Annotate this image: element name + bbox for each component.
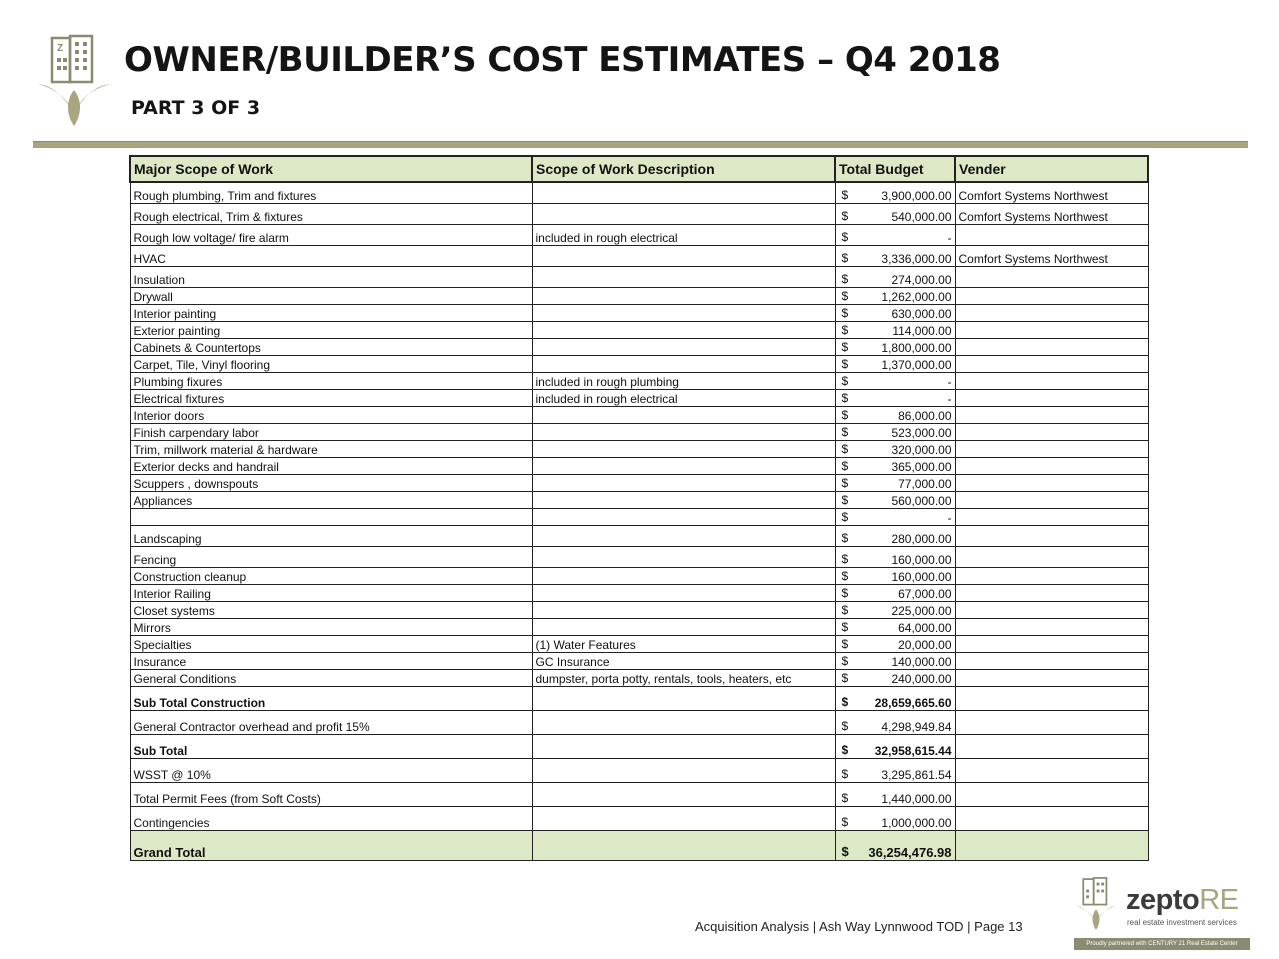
description-cell xyxy=(532,686,835,710)
budget-amount: 160,000.00 xyxy=(891,569,952,584)
currency-symbol: $ xyxy=(841,766,849,781)
svg-text:Z: Z xyxy=(57,43,64,54)
budget-amount: 20,000.00 xyxy=(898,637,952,652)
table-row xyxy=(130,182,1148,203)
scope-cell: Insurance xyxy=(130,652,532,669)
description-cell xyxy=(532,618,835,635)
budget-amount: 560,000.00 xyxy=(891,493,952,508)
table-row xyxy=(130,423,1148,440)
currency-symbol: $ xyxy=(841,790,849,805)
column-header-scope: Major Scope of Work xyxy=(130,156,532,182)
budget-cell xyxy=(835,457,955,474)
scope-cell: Electrical fixtures xyxy=(130,389,532,406)
description-cell xyxy=(532,245,835,266)
currency-symbol: $ xyxy=(841,475,849,490)
budget-cell xyxy=(835,508,955,525)
description-cell: dumpster, porta potty, rentals, tools, heaters, etc xyxy=(532,669,835,686)
table-row xyxy=(130,287,1148,304)
scope-cell: WSST @ 10% xyxy=(130,758,532,782)
currency-symbol: $ xyxy=(841,551,849,566)
description-cell xyxy=(532,806,835,830)
budget-amount: 3,336,000.00 xyxy=(881,251,952,266)
budget-amount: 3,900,000.00 xyxy=(881,188,952,203)
currency-symbol: $ xyxy=(841,509,849,524)
vendor-cell xyxy=(955,406,1148,423)
vendor-cell xyxy=(955,525,1148,546)
column-header-budget: Total Budget xyxy=(835,156,955,182)
table-row xyxy=(130,734,1148,758)
table-row xyxy=(130,491,1148,508)
budget-cell xyxy=(835,669,955,686)
vendor-cell xyxy=(955,423,1148,440)
budget-amount: - xyxy=(947,230,952,245)
scope-cell: Scuppers , downspouts xyxy=(130,474,532,491)
page-title: OWNER/BUILDER’S COST ESTIMATES – Q4 2018 xyxy=(124,40,1001,80)
vendor-cell xyxy=(955,474,1148,491)
vendor-cell xyxy=(955,546,1148,567)
budget-cell xyxy=(835,423,955,440)
budget-cell xyxy=(835,686,955,710)
vendor-cell xyxy=(955,389,1148,406)
table-row xyxy=(130,567,1148,584)
budget-cell xyxy=(835,782,955,806)
table-row xyxy=(130,266,1148,287)
budget-amount: 32,958,615.44 xyxy=(874,743,952,758)
description-cell xyxy=(532,491,835,508)
description-cell xyxy=(532,584,835,601)
scope-cell: Carpet, Tile, Vinyl flooring xyxy=(130,355,532,372)
budget-amount: 1,262,000.00 xyxy=(881,289,952,304)
description-cell xyxy=(532,406,835,423)
scope-cell xyxy=(130,508,532,525)
budget-cell xyxy=(835,491,955,508)
budget-cell xyxy=(835,372,955,389)
scope-cell: Drywall xyxy=(130,287,532,304)
table-row xyxy=(130,652,1148,669)
currency-symbol: $ xyxy=(841,492,849,507)
vendor-cell xyxy=(955,782,1148,806)
budget-amount: 28,659,665.60 xyxy=(874,695,952,710)
cost-estimate-table xyxy=(129,155,1149,861)
table-row xyxy=(130,758,1148,782)
scope-cell: Construction cleanup xyxy=(130,567,532,584)
description-cell xyxy=(532,758,835,782)
table-row xyxy=(130,338,1148,355)
budget-amount: 140,000.00 xyxy=(891,654,952,669)
budget-cell xyxy=(835,618,955,635)
currency-symbol: $ xyxy=(841,619,849,634)
table-row xyxy=(130,372,1148,389)
currency-symbol: $ xyxy=(841,373,849,388)
budget-amount: 160,000.00 xyxy=(891,552,952,567)
budget-amount: 36,254,476.98 xyxy=(868,844,952,860)
table-row xyxy=(130,669,1148,686)
description-cell xyxy=(532,338,835,355)
budget-amount: 77,000.00 xyxy=(898,476,952,491)
vendor-cell: Comfort Systems Northwest xyxy=(955,203,1148,224)
currency-symbol: $ xyxy=(841,424,849,439)
description-cell xyxy=(532,355,835,372)
vendor-cell xyxy=(955,669,1148,686)
scope-cell: Sub Total xyxy=(130,734,532,758)
scope-cell: HVAC xyxy=(130,245,532,266)
scope-cell: Mirrors xyxy=(130,618,532,635)
currency-symbol: $ xyxy=(841,585,849,600)
column-header-vendor: Vender xyxy=(955,156,1148,182)
column-header-description: Scope of Work Description xyxy=(532,156,835,182)
currency-symbol: $ xyxy=(841,843,849,859)
scope-cell: Insulation xyxy=(130,266,532,287)
budget-amount: 114,000.00 xyxy=(892,323,952,338)
scope-cell: Plumbing fixures xyxy=(130,372,532,389)
budget-cell xyxy=(835,440,955,457)
budget-amount: 630,000.00 xyxy=(891,306,952,321)
vendor-cell xyxy=(955,567,1148,584)
table-row xyxy=(130,601,1148,618)
vendor-cell xyxy=(955,321,1148,338)
vendor-cell xyxy=(955,584,1148,601)
budget-cell xyxy=(835,525,955,546)
currency-symbol: $ xyxy=(841,742,849,757)
scope-cell: Appliances xyxy=(130,491,532,508)
vendor-cell xyxy=(955,758,1148,782)
brand-name-accent: RE xyxy=(1199,884,1239,916)
description-cell xyxy=(532,525,835,546)
vendor-cell xyxy=(955,287,1148,304)
vendor-cell xyxy=(955,491,1148,508)
description-cell xyxy=(532,457,835,474)
scope-cell: Rough electrical, Trim & fixtures xyxy=(130,203,532,224)
table-row xyxy=(130,782,1148,806)
table-row xyxy=(130,710,1148,734)
budget-cell xyxy=(835,474,955,491)
scope-cell: Rough plumbing, Trim and fixtures xyxy=(130,182,532,203)
scope-cell: Exterior decks and handrail xyxy=(130,457,532,474)
budget-cell xyxy=(835,734,955,758)
currency-symbol: $ xyxy=(841,356,849,371)
budget-cell xyxy=(835,710,955,734)
table-row xyxy=(130,203,1148,224)
budget-amount: - xyxy=(947,391,952,406)
budget-amount: 67,000.00 xyxy=(898,586,952,601)
description-cell: included in rough plumbing xyxy=(532,372,835,389)
vendor-cell xyxy=(955,266,1148,287)
budget-amount: 280,000.00 xyxy=(891,531,952,546)
table-row xyxy=(130,321,1148,338)
table-row xyxy=(130,406,1148,423)
budget-cell xyxy=(835,304,955,321)
budget-amount: - xyxy=(947,374,952,389)
budget-cell xyxy=(835,389,955,406)
budget-amount: 540,000.00 xyxy=(891,209,952,224)
budget-amount: 1,370,000.00 xyxy=(881,357,952,372)
currency-symbol: $ xyxy=(841,322,849,337)
brand-logo xyxy=(1074,876,1250,952)
budget-amount: 86,000.00 xyxy=(898,408,952,423)
budget-cell xyxy=(835,266,955,287)
header-divider xyxy=(33,141,1248,148)
budget-amount: 274,000.00 xyxy=(891,272,952,287)
description-cell xyxy=(532,182,835,203)
description-cell xyxy=(532,203,835,224)
table-row xyxy=(130,457,1148,474)
budget-amount: 1,000,000.00 xyxy=(881,815,952,830)
budget-cell xyxy=(835,245,955,266)
currency-symbol: $ xyxy=(841,208,849,223)
scope-cell: Cabinets & Countertops xyxy=(130,338,532,355)
vendor-cell xyxy=(955,652,1148,669)
budget-cell xyxy=(835,224,955,245)
currency-symbol: $ xyxy=(841,718,849,733)
table-row xyxy=(130,686,1148,710)
budget-amount: 320,000.00 xyxy=(891,442,952,457)
table-row xyxy=(130,474,1148,491)
vendor-cell: Comfort Systems Northwest xyxy=(955,245,1148,266)
brand-name xyxy=(1126,884,1239,917)
vendor-cell xyxy=(955,508,1148,525)
budget-cell xyxy=(835,806,955,830)
vendor-cell xyxy=(955,734,1148,758)
description-cell xyxy=(532,710,835,734)
table-row xyxy=(130,508,1148,525)
currency-symbol: $ xyxy=(841,602,849,617)
vendor-cell xyxy=(955,710,1148,734)
budget-cell xyxy=(835,287,955,304)
description-cell xyxy=(532,508,835,525)
table-header-row xyxy=(130,156,1148,182)
scope-cell: Sub Total Construction xyxy=(130,686,532,710)
description-cell: (1) Water Features xyxy=(532,635,835,652)
table-row xyxy=(130,618,1148,635)
budget-amount: 64,000.00 xyxy=(898,620,952,635)
currency-symbol: $ xyxy=(841,670,849,685)
currency-symbol: $ xyxy=(841,441,849,456)
vendor-cell xyxy=(955,355,1148,372)
vendor-cell xyxy=(955,686,1148,710)
vendor-cell xyxy=(955,601,1148,618)
currency-symbol: $ xyxy=(841,250,849,265)
vendor-cell xyxy=(955,338,1148,355)
brand-tagline: real estate investment services xyxy=(1127,918,1237,927)
budget-amount: 240,000.00 xyxy=(891,671,952,686)
brand-building-icon xyxy=(1074,876,1118,932)
scope-cell: Interior doors xyxy=(130,406,532,423)
scope-cell: Finish carpendary labor xyxy=(130,423,532,440)
budget-amount: 225,000.00 xyxy=(891,603,952,618)
budget-cell xyxy=(835,635,955,652)
currency-symbol: $ xyxy=(841,653,849,668)
budget-cell xyxy=(835,406,955,423)
description-cell xyxy=(532,440,835,457)
brand-partner-banner: Proudly partnered with CENTURY 21 Real Estate Center xyxy=(1074,938,1250,950)
budget-amount: 1,440,000.00 xyxy=(881,791,952,806)
budget-cell xyxy=(835,652,955,669)
currency-symbol: $ xyxy=(841,305,849,320)
vendor-cell xyxy=(955,618,1148,635)
budget-cell xyxy=(835,321,955,338)
vendor-cell xyxy=(955,372,1148,389)
currency-symbol: $ xyxy=(841,390,849,405)
scope-cell: Fencing xyxy=(130,546,532,567)
budget-cell xyxy=(835,601,955,618)
description-cell xyxy=(532,546,835,567)
description-cell: included in rough electrical xyxy=(532,389,835,406)
description-cell xyxy=(532,423,835,440)
budget-cell xyxy=(835,758,955,782)
budget-cell xyxy=(835,830,955,860)
currency-symbol: $ xyxy=(841,636,849,651)
budget-amount: 1,800,000.00 xyxy=(881,340,952,355)
scope-cell: Landscaping xyxy=(130,525,532,546)
scope-cell: Interior painting xyxy=(130,304,532,321)
budget-amount: 3,295,861.54 xyxy=(881,767,952,782)
table-row xyxy=(130,224,1148,245)
description-cell xyxy=(532,474,835,491)
description-cell: GC Insurance xyxy=(532,652,835,669)
scope-cell: Trim, millwork material & hardware xyxy=(130,440,532,457)
currency-symbol: $ xyxy=(841,339,849,354)
vendor-cell xyxy=(955,830,1148,860)
table-body xyxy=(130,182,1148,860)
table-row xyxy=(130,245,1148,266)
scope-cell: Exterior painting xyxy=(130,321,532,338)
description-cell xyxy=(532,782,835,806)
currency-symbol: $ xyxy=(841,407,849,422)
table-row xyxy=(130,525,1148,546)
description-cell xyxy=(532,830,835,860)
scope-cell: Rough low voltage/ fire alarm xyxy=(130,224,532,245)
currency-symbol: $ xyxy=(841,229,849,244)
description-cell xyxy=(532,734,835,758)
budget-cell xyxy=(835,355,955,372)
budget-cell xyxy=(835,584,955,601)
table-row xyxy=(130,304,1148,321)
vendor-cell: Comfort Systems Northwest xyxy=(955,182,1148,203)
page-footer: Acquisition Analysis | Ash Way Lynnwood TOD | Page 13 xyxy=(695,919,1023,934)
company-logo-icon xyxy=(36,34,112,128)
table-row xyxy=(130,355,1148,372)
page-subtitle: PART 3 OF 3 xyxy=(131,97,261,119)
description-cell: included in rough electrical xyxy=(532,224,835,245)
vendor-cell xyxy=(955,806,1148,830)
currency-symbol: $ xyxy=(841,530,849,545)
table-row xyxy=(130,830,1148,860)
budget-amount: 365,000.00 xyxy=(891,459,952,474)
vendor-cell xyxy=(955,457,1148,474)
description-cell xyxy=(532,266,835,287)
currency-symbol: $ xyxy=(841,458,849,473)
currency-symbol: $ xyxy=(841,568,849,583)
table-row xyxy=(130,806,1148,830)
description-cell xyxy=(532,304,835,321)
description-cell xyxy=(532,321,835,338)
budget-cell xyxy=(835,567,955,584)
table-row xyxy=(130,389,1148,406)
brand-name-main: zepto xyxy=(1126,884,1200,916)
scope-cell: Interior Railing xyxy=(130,584,532,601)
currency-symbol: $ xyxy=(841,694,849,709)
scope-cell: Total Permit Fees (from Soft Costs) xyxy=(130,782,532,806)
table-row xyxy=(130,546,1148,567)
scope-cell: Grand Total xyxy=(130,830,532,860)
budget-amount: - xyxy=(947,510,952,525)
currency-symbol: $ xyxy=(841,814,849,829)
vendor-cell xyxy=(955,224,1148,245)
budget-amount: 523,000.00 xyxy=(891,425,952,440)
vendor-cell xyxy=(955,304,1148,321)
table-row xyxy=(130,440,1148,457)
budget-cell xyxy=(835,546,955,567)
table-row xyxy=(130,584,1148,601)
budget-cell xyxy=(835,338,955,355)
scope-cell: Specialties xyxy=(130,635,532,652)
budget-cell xyxy=(835,203,955,224)
table-row xyxy=(130,635,1148,652)
budget-amount: 4,298,949.84 xyxy=(881,719,952,734)
description-cell xyxy=(532,567,835,584)
scope-cell: Contingencies xyxy=(130,806,532,830)
currency-symbol: $ xyxy=(841,187,849,202)
vendor-cell xyxy=(955,440,1148,457)
currency-symbol: $ xyxy=(841,271,849,286)
description-cell xyxy=(532,601,835,618)
scope-cell: General Conditions xyxy=(130,669,532,686)
scope-cell: Closet systems xyxy=(130,601,532,618)
scope-cell: General Contractor overhead and profit 15% xyxy=(130,710,532,734)
currency-symbol: $ xyxy=(841,288,849,303)
vendor-cell xyxy=(955,635,1148,652)
description-cell xyxy=(532,287,835,304)
budget-cell xyxy=(835,182,955,203)
